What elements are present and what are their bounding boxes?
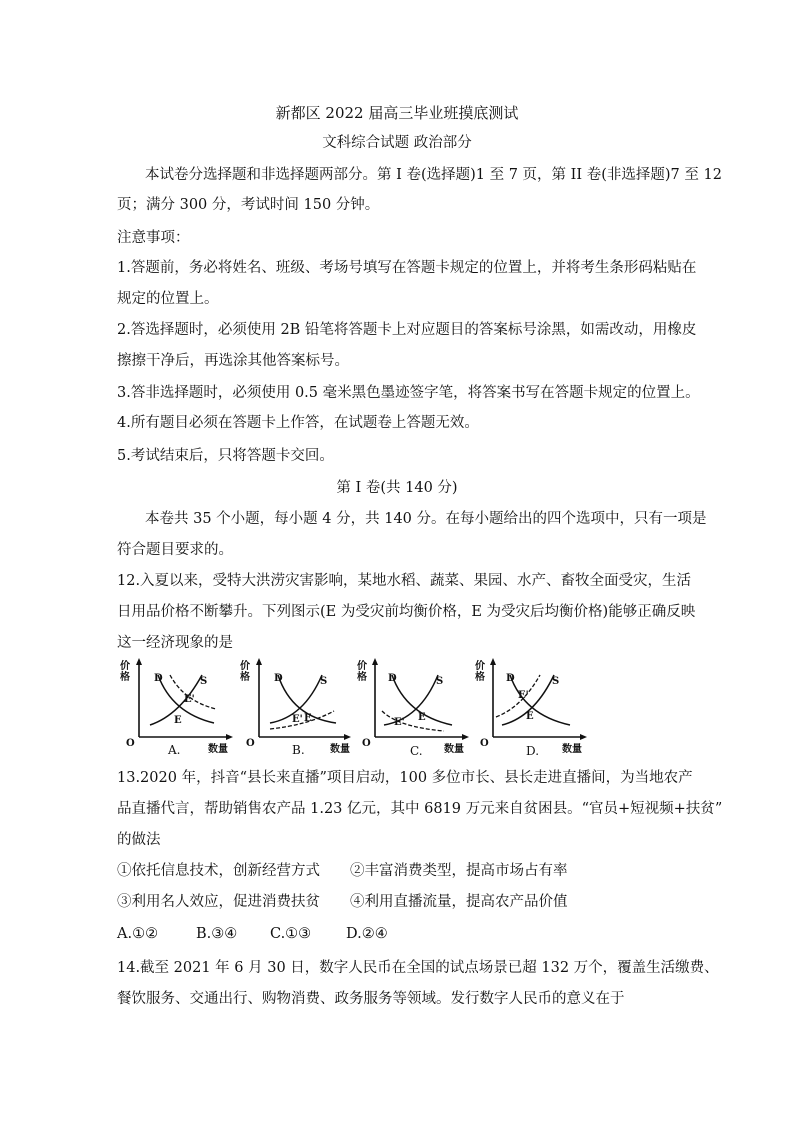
x-axis-arrow <box>580 734 587 740</box>
x-axis-arrow <box>462 734 469 740</box>
choice-c: C.①③ <box>270 926 312 942</box>
option-c-label: C. <box>410 744 423 758</box>
question-13-line: 13.2020 年，抖音“县长来直播”项目启动，100 多位市长、县长走进直播间，为当地农产 <box>117 770 693 786</box>
section-title: 第 I 卷(共 140 分) <box>336 480 458 496</box>
notes-heading: 注意事项： <box>117 230 190 246</box>
demand-label: D <box>388 673 397 684</box>
notes-item: 规定的位置上。 <box>117 291 219 307</box>
y-axis-label: 价格 <box>357 661 367 683</box>
choice-b: B.③④ <box>196 926 238 942</box>
origin-label: O <box>362 738 371 749</box>
notes-item: 3.答非选择题时，必须使用 0.5 毫米黑色墨迹签字笔，将答案书写在答题卡规定的位置上。 <box>117 385 700 401</box>
y-axis-arrow <box>136 658 142 665</box>
y-axis-label: 价格 <box>240 661 250 683</box>
equilibrium-after-label: E' <box>394 717 405 728</box>
equilibrium-before-label: E <box>304 713 312 724</box>
statement-4: ④利用直播流量，提高农产品价值 <box>350 894 568 910</box>
supply-label: S <box>320 676 328 687</box>
notes-item: 1.答题前，务必将姓名、班级、考场号填写在答题卡规定的位置上，并将考生条形码粘贴在 <box>117 260 697 276</box>
supply-demand-figure-a <box>118 653 240 761</box>
supply-label: S <box>436 676 444 687</box>
demand-label: D <box>154 673 163 684</box>
choice-d: D.②④ <box>346 926 388 942</box>
y-axis-label: 价格 <box>120 661 130 683</box>
equilibrium-before-label: E <box>526 711 534 722</box>
x-axis-arrow <box>226 734 233 740</box>
demand-label: D <box>506 673 515 684</box>
section-intro: 本卷共 35 个小题，每小题 4 分，共 140 分。在每小题给出的四个选项中，只有一项是 <box>145 511 707 527</box>
intro-line: 本试卷分选择题和非选择题两部分。第 I 卷(选择题)1 至 7 页，第 II 卷(非选择题)7 至 12 <box>145 167 722 183</box>
choice-a: A.①② <box>117 926 159 942</box>
supply-label: S <box>552 676 560 687</box>
x-axis-label: 数量 <box>330 744 350 755</box>
exam-title: 新都区 2022 届高三毕业班摸底测试 <box>275 104 519 122</box>
equilibrium-before-label: E <box>418 712 426 723</box>
notes-item: 5.考试结束后，只将答题卡交回。 <box>117 448 334 464</box>
question-12-line: 12.入夏以来，受特大洪涝灾害影响，某地水稻、蔬菜、果园、水产、畜牧全面受灾，生活 <box>117 573 692 589</box>
x-axis-label: 数量 <box>562 744 582 755</box>
statement-2: ②丰富消费类型，提高市场占有率 <box>350 863 568 879</box>
origin-label: O <box>480 738 489 749</box>
origin-label: O <box>126 738 135 749</box>
option-b-label: B. <box>292 743 305 757</box>
supply-demand-figure-b <box>236 653 358 761</box>
equilibrium-before-label: E <box>174 715 182 726</box>
supply-demand-figure-d <box>472 653 594 761</box>
y-axis-arrow <box>372 658 378 665</box>
demand-label: D <box>274 673 283 684</box>
notes-item: 4.所有题目必须在答题卡上作答，在试题卷上答题无效。 <box>117 415 479 431</box>
option-a-label: A. <box>168 743 181 757</box>
question-13-line: 的做法 <box>117 832 161 848</box>
equilibrium-after-label: E' <box>518 690 529 701</box>
notes-item: 2.答选择题时，必须使用 2B 铅笔将答题卡上对应题目的答案标号涂黑，如需改动，用橡皮 <box>117 322 697 338</box>
exam-subtitle: 文科综合试题 政治部分 <box>322 135 472 151</box>
y-axis-arrow <box>256 658 262 665</box>
y-axis-label: 价格 <box>475 661 485 683</box>
statement-3: ③利用名人效应，促进消费扶贫 <box>117 894 320 910</box>
question-14-line: 14.截至 2021 年 6 月 30 日，数字人民币在全国的试点场景已超 132 万个，覆盖生活缴费、 <box>117 960 719 976</box>
option-d-label: D. <box>526 744 540 758</box>
demand-curve-shifted <box>382 711 444 731</box>
y-axis-arrow <box>490 658 496 665</box>
x-axis-label: 数量 <box>444 744 464 755</box>
origin-label: O <box>246 738 255 749</box>
equilibrium-after-label: E' <box>292 714 303 725</box>
intro-line: 页；满分 300 分，考试时间 150 分钟。 <box>117 197 380 213</box>
question-12-line: 这一经济现象的是 <box>117 635 233 651</box>
statement-1: ①依托信息技术，创新经营方式 <box>117 863 320 879</box>
supply-label: S <box>200 676 208 687</box>
notes-item: 擦擦干净后，再选涂其他答案标号。 <box>117 353 349 369</box>
section-intro: 符合题目要求的。 <box>117 542 233 558</box>
x-axis-label: 数量 <box>208 744 228 755</box>
equilibrium-after-label: E' <box>184 694 195 705</box>
supply-demand-figure-c <box>354 653 476 761</box>
question-14-line: 餐饮服务、交通出行、购物消费、政务服务等领域。发行数字人民币的意义在于 <box>117 991 625 1007</box>
question-13-line: 品直播代言，帮助销售农产品 1.23 亿元，其中 6819 万元来自贫困县。“官员+短视频+扶贫” <box>117 801 723 817</box>
x-axis-arrow <box>344 734 351 740</box>
question-12-line: 日用品价格不断攀升。下列图示(E 为受灾前均衡价格，E 为受灾后均衡价格)能够正确反映 <box>117 604 696 620</box>
